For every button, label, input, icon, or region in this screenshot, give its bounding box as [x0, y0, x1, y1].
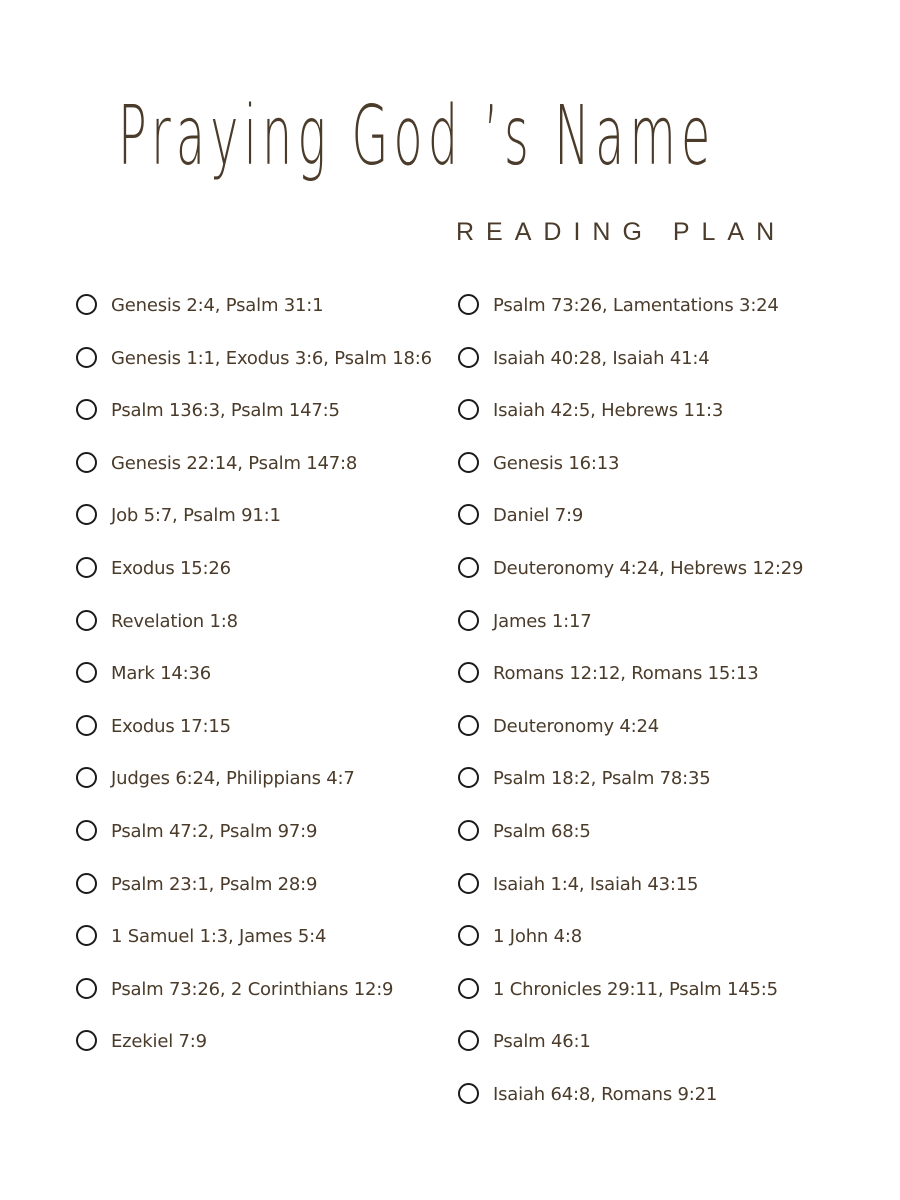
reading-item[interactable]	[76, 553, 432, 606]
checkbox-circle-icon[interactable]	[458, 504, 479, 525]
reading-item[interactable]	[458, 711, 803, 764]
checkbox-circle-icon[interactable]	[76, 399, 97, 420]
checkbox-circle-icon[interactable]	[76, 925, 97, 946]
reading-item-label: Genesis 16:13	[493, 452, 620, 474]
reading-item-label: Exodus 15:26	[111, 557, 231, 579]
checkbox-circle-icon[interactable]	[458, 557, 479, 578]
reading-item[interactable]	[458, 343, 803, 396]
reading-item[interactable]	[458, 869, 803, 922]
reading-item[interactable]	[458, 448, 803, 501]
checkbox-circle-icon[interactable]	[76, 820, 97, 841]
reading-item[interactable]	[76, 395, 432, 448]
reading-item-label: Mark 14:36	[111, 663, 211, 685]
reading-item[interactable]	[458, 290, 803, 343]
checkbox-circle-icon[interactable]	[76, 347, 97, 368]
checkbox-circle-icon[interactable]	[458, 873, 479, 894]
reading-item[interactable]	[458, 500, 803, 553]
reading-item[interactable]	[76, 606, 432, 659]
checkbox-circle-icon[interactable]	[458, 1030, 479, 1051]
reading-item[interactable]	[76, 763, 432, 816]
reading-item-label: Psalm 23:1, Psalm 28:9	[111, 873, 318, 895]
reading-item[interactable]	[458, 606, 803, 659]
checkbox-circle-icon[interactable]	[76, 873, 97, 894]
reading-item[interactable]	[458, 816, 803, 869]
reading-item[interactable]	[458, 974, 803, 1027]
checkbox-circle-icon[interactable]	[458, 662, 479, 683]
reading-item-label: Ezekiel 7:9	[111, 1031, 207, 1053]
checkbox-circle-icon[interactable]	[76, 715, 97, 736]
reading-item[interactable]	[76, 658, 432, 711]
checkbox-circle-icon[interactable]	[458, 925, 479, 946]
reading-item[interactable]	[458, 658, 803, 711]
reading-item[interactable]	[458, 1079, 803, 1132]
reading-item-label: Psalm 68:5	[493, 820, 591, 842]
checkbox-circle-icon[interactable]	[76, 978, 97, 999]
reading-item[interactable]	[76, 974, 432, 1027]
checkbox-circle-icon[interactable]	[76, 294, 97, 315]
reading-item-label: Psalm 47:2, Psalm 97:9	[111, 820, 318, 842]
page-subtitle: READING PLAN	[456, 218, 787, 246]
reading-item-label: Job 5:7, Psalm 91:1	[111, 505, 281, 527]
reading-item-label: Isaiah 1:4, Isaiah 43:15	[493, 873, 699, 895]
reading-item-label: Genesis 2:4, Psalm 31:1	[111, 295, 324, 316]
reading-item-label: Genesis 22:14, Psalm 147:8	[111, 452, 358, 474]
checkbox-circle-icon[interactable]	[458, 294, 479, 315]
reading-item-label: Deuteronomy 4:24, Hebrews 12:29	[493, 557, 804, 579]
reading-item[interactable]	[76, 343, 432, 396]
checkbox-circle-icon[interactable]	[458, 715, 479, 736]
reading-item-label: 1 John 4:8	[493, 926, 583, 948]
reading-item[interactable]	[76, 500, 432, 553]
checkbox-circle-icon[interactable]	[458, 452, 479, 473]
reading-item[interactable]	[76, 869, 432, 922]
reading-item[interactable]	[458, 553, 803, 606]
reading-item-label: Exodus 17:15	[111, 715, 231, 737]
page-title: Praying God ’s Name	[118, 89, 716, 184]
checkbox-circle-icon[interactable]	[76, 662, 97, 683]
reading-item[interactable]	[76, 1026, 432, 1079]
reading-item-label: Isaiah 42:5, Hebrews 11:3	[493, 400, 724, 422]
reading-item-label: Genesis 1:1, Exodus 3:6, Psalm 18:6	[111, 347, 432, 369]
reading-item-label: Deuteronomy 4:24	[493, 715, 660, 737]
reading-item-label: Isaiah 40:28, Isaiah 41:4	[493, 347, 710, 369]
checkbox-circle-icon[interactable]	[458, 1083, 479, 1104]
reading-item-label: Isaiah 64:8, Romans 9:21	[493, 1083, 718, 1105]
checkbox-circle-icon[interactable]	[458, 347, 479, 368]
reading-item-label: Revelation 1:8	[111, 610, 238, 632]
reading-item-label: Judges 6:24, Philippians 4:7	[111, 768, 355, 790]
checkbox-circle-icon[interactable]	[458, 820, 479, 841]
reading-item[interactable]	[76, 290, 432, 343]
reading-list-left	[76, 290, 432, 1079]
checkbox-circle-icon[interactable]	[458, 610, 479, 631]
reading-item[interactable]	[76, 711, 432, 764]
checkbox-circle-icon[interactable]	[76, 610, 97, 631]
reading-item-label: Psalm 73:26, Lamentations 3:24	[493, 295, 779, 316]
reading-item-label: Daniel 7:9	[493, 505, 584, 527]
checkbox-circle-icon[interactable]	[76, 504, 97, 525]
reading-item[interactable]	[76, 816, 432, 869]
reading-item-label: Psalm 73:26, 2 Corinthians 12:9	[111, 978, 394, 1000]
reading-item-label: Psalm 46:1	[493, 1031, 591, 1053]
reading-item-label: Romans 12:12, Romans 15:13	[493, 663, 759, 685]
reading-item[interactable]	[76, 921, 432, 974]
reading-item[interactable]	[458, 1026, 803, 1079]
reading-item-label: Psalm 136:3, Psalm 147:5	[111, 400, 340, 422]
reading-item[interactable]	[458, 395, 803, 448]
reading-item[interactable]	[458, 921, 803, 974]
reading-item-label: Psalm 18:2, Psalm 78:35	[493, 768, 711, 790]
checkbox-circle-icon[interactable]	[458, 978, 479, 999]
checkbox-circle-icon[interactable]	[76, 1030, 97, 1051]
checkbox-circle-icon[interactable]	[458, 767, 479, 788]
checkbox-circle-icon[interactable]	[76, 557, 97, 578]
reading-item[interactable]	[458, 763, 803, 816]
checkbox-circle-icon[interactable]	[458, 399, 479, 420]
checkbox-circle-icon[interactable]	[76, 452, 97, 473]
reading-list-right	[458, 290, 803, 1132]
reading-item-label: James 1:17	[493, 610, 592, 632]
reading-item-label: 1 Samuel 1:3, James 5:4	[111, 926, 327, 948]
reading-item-label: 1 Chronicles 29:11, Psalm 145:5	[493, 978, 778, 1000]
reading-item[interactable]	[76, 448, 432, 501]
checkbox-circle-icon[interactable]	[76, 767, 97, 788]
